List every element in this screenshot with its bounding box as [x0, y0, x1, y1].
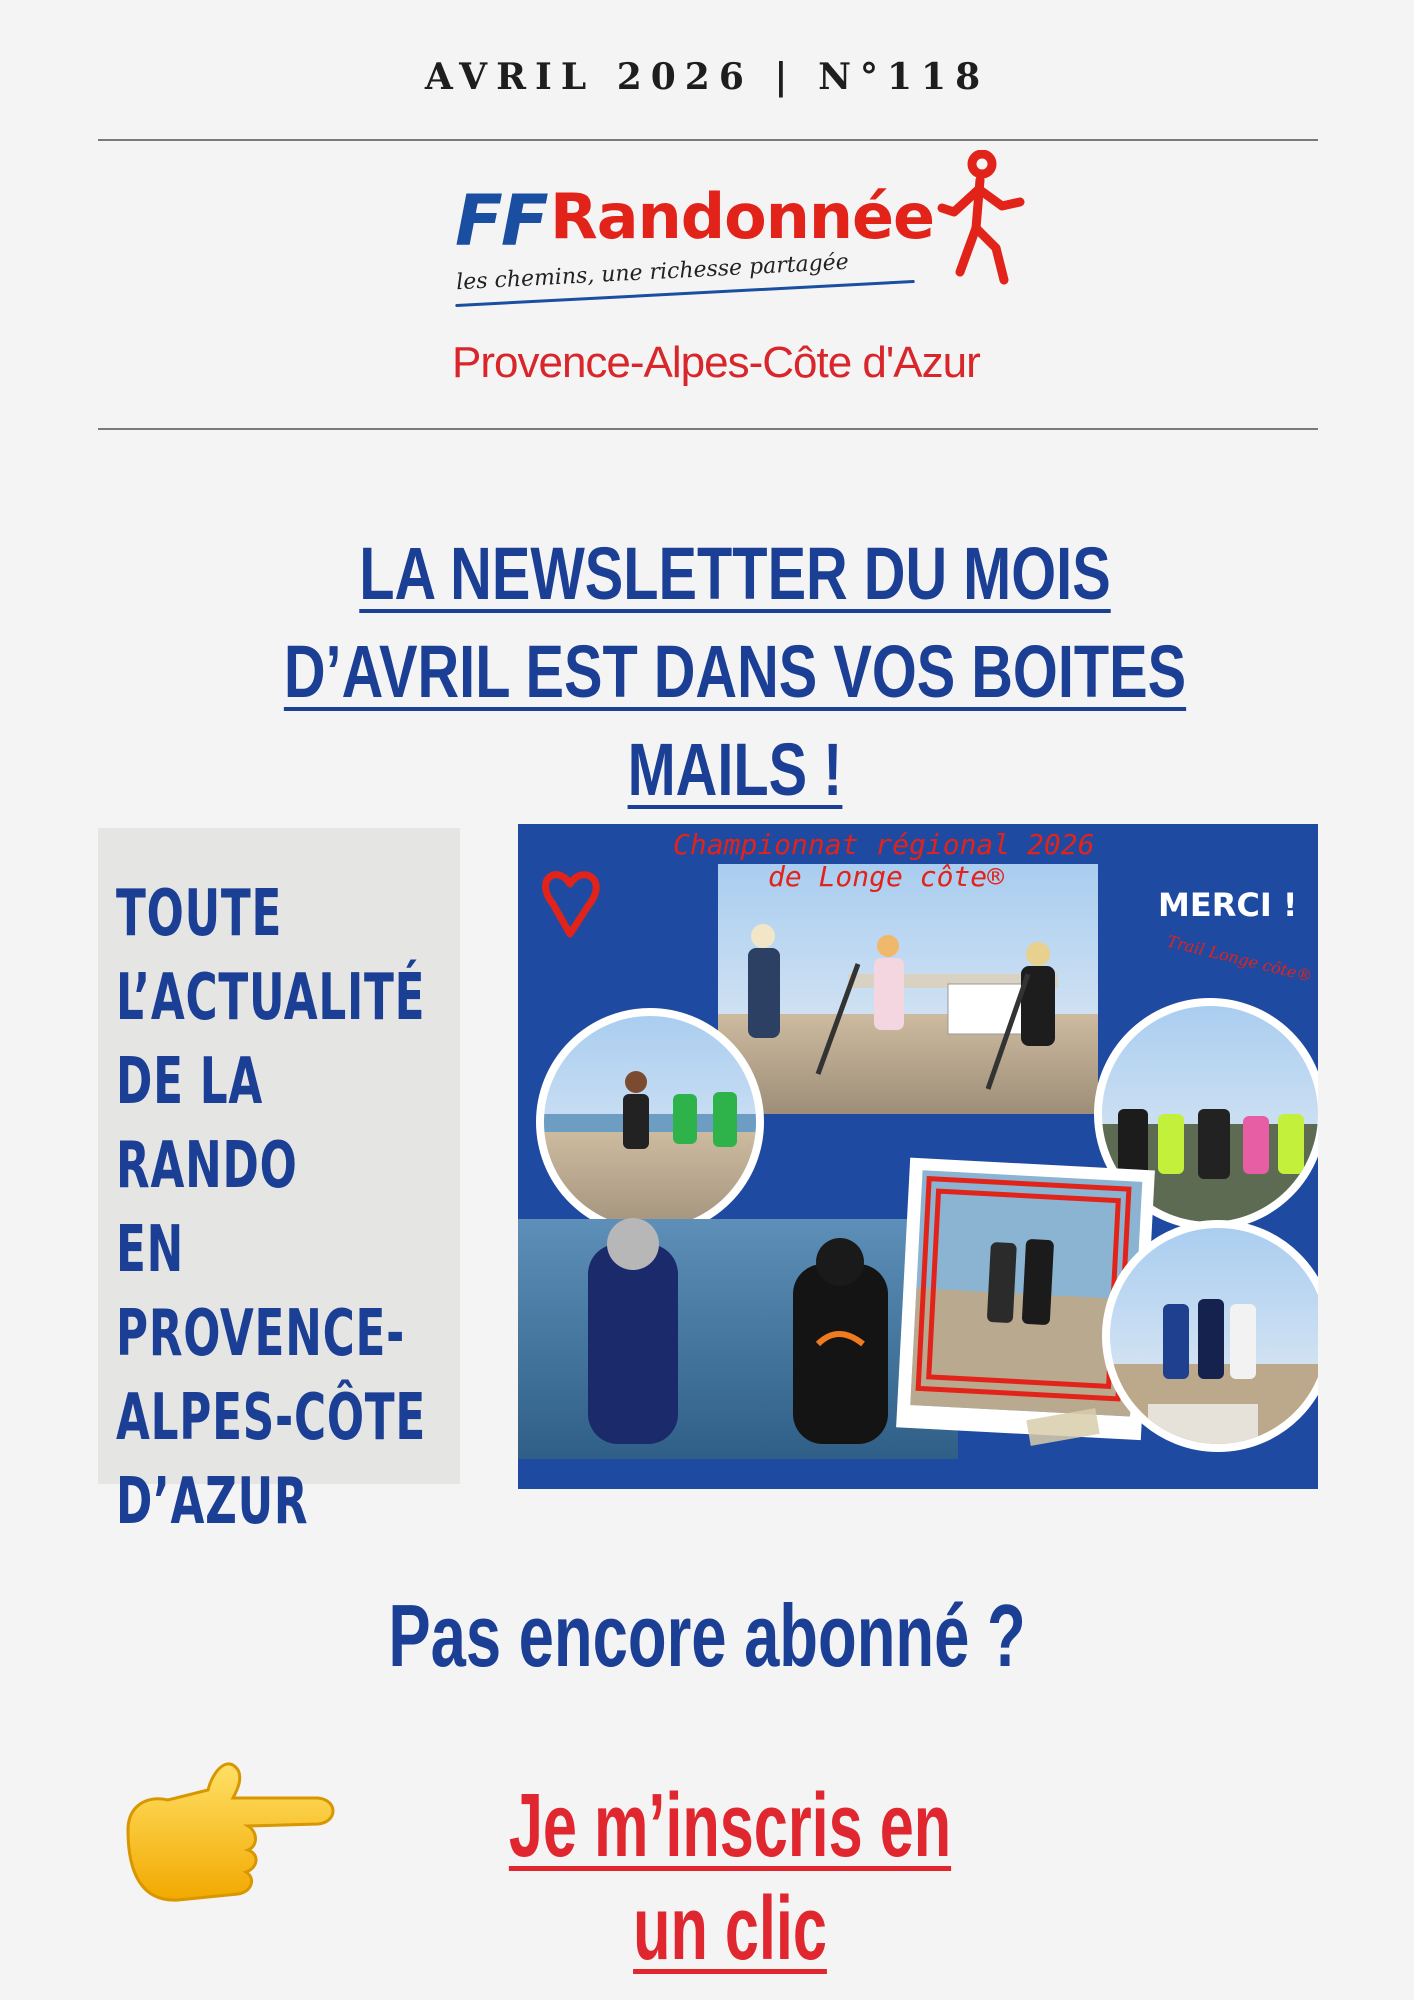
sidebar-line: PROVENCE-: [116, 1297, 406, 1371]
sidebar-line: DE LA RANDO: [116, 1045, 298, 1203]
logo-region: Provence-Alpes-Côte d'Azur: [452, 338, 980, 387]
bottom-divider: [98, 428, 1318, 430]
subscribe-link[interactable]: Je m’inscris en un clic: [508, 1776, 952, 1979]
collage-trail: Trail Longe côte®: [1165, 931, 1315, 986]
issue-header: AVRIL 2026 | N°118: [424, 56, 990, 98]
collage-artwork: [518, 824, 1318, 1489]
championship-photo-collage[interactable]: [518, 824, 1318, 1489]
sidebar-line: L’ACTUALITÉ: [116, 961, 426, 1035]
sidebar-line: EN: [116, 1213, 185, 1287]
news-sidebar-box: [98, 828, 460, 1539]
ffrandonnee-logo[interactable]: [450, 150, 1030, 400]
sidebar-line: TOUTE: [116, 877, 283, 951]
collage-title-line2: de Longe côte®: [768, 860, 1005, 893]
subscribe-question: Pas encore abonné ?: [388, 1586, 1026, 1685]
collage-merci: MERCI !: [1158, 886, 1298, 924]
pointing-hand-icon: [108, 1750, 338, 1920]
newsletter-headline[interactable]: LA NEWSLETTER DU MOIS D’AVRIL EST DANS VOS BOITES MAILS !: [283, 532, 1187, 811]
heart-icon: [545, 875, 596, 934]
logo-brand: Randonnée: [550, 180, 935, 253]
collage-title-line1: Championnat régional 2026: [673, 828, 1095, 861]
top-divider: [98, 139, 1318, 141]
logo-ff: FF: [455, 180, 547, 262]
hiker-logo-icon: [930, 150, 1030, 290]
logo-tagline: les chemins, une richesse partagée: [455, 249, 850, 296]
sidebar-line: ALPES-CÔTE: [116, 1381, 427, 1455]
news-sidebar-text: [116, 872, 450, 1544]
sidebar-line: D’AZUR: [116, 1465, 309, 1539]
